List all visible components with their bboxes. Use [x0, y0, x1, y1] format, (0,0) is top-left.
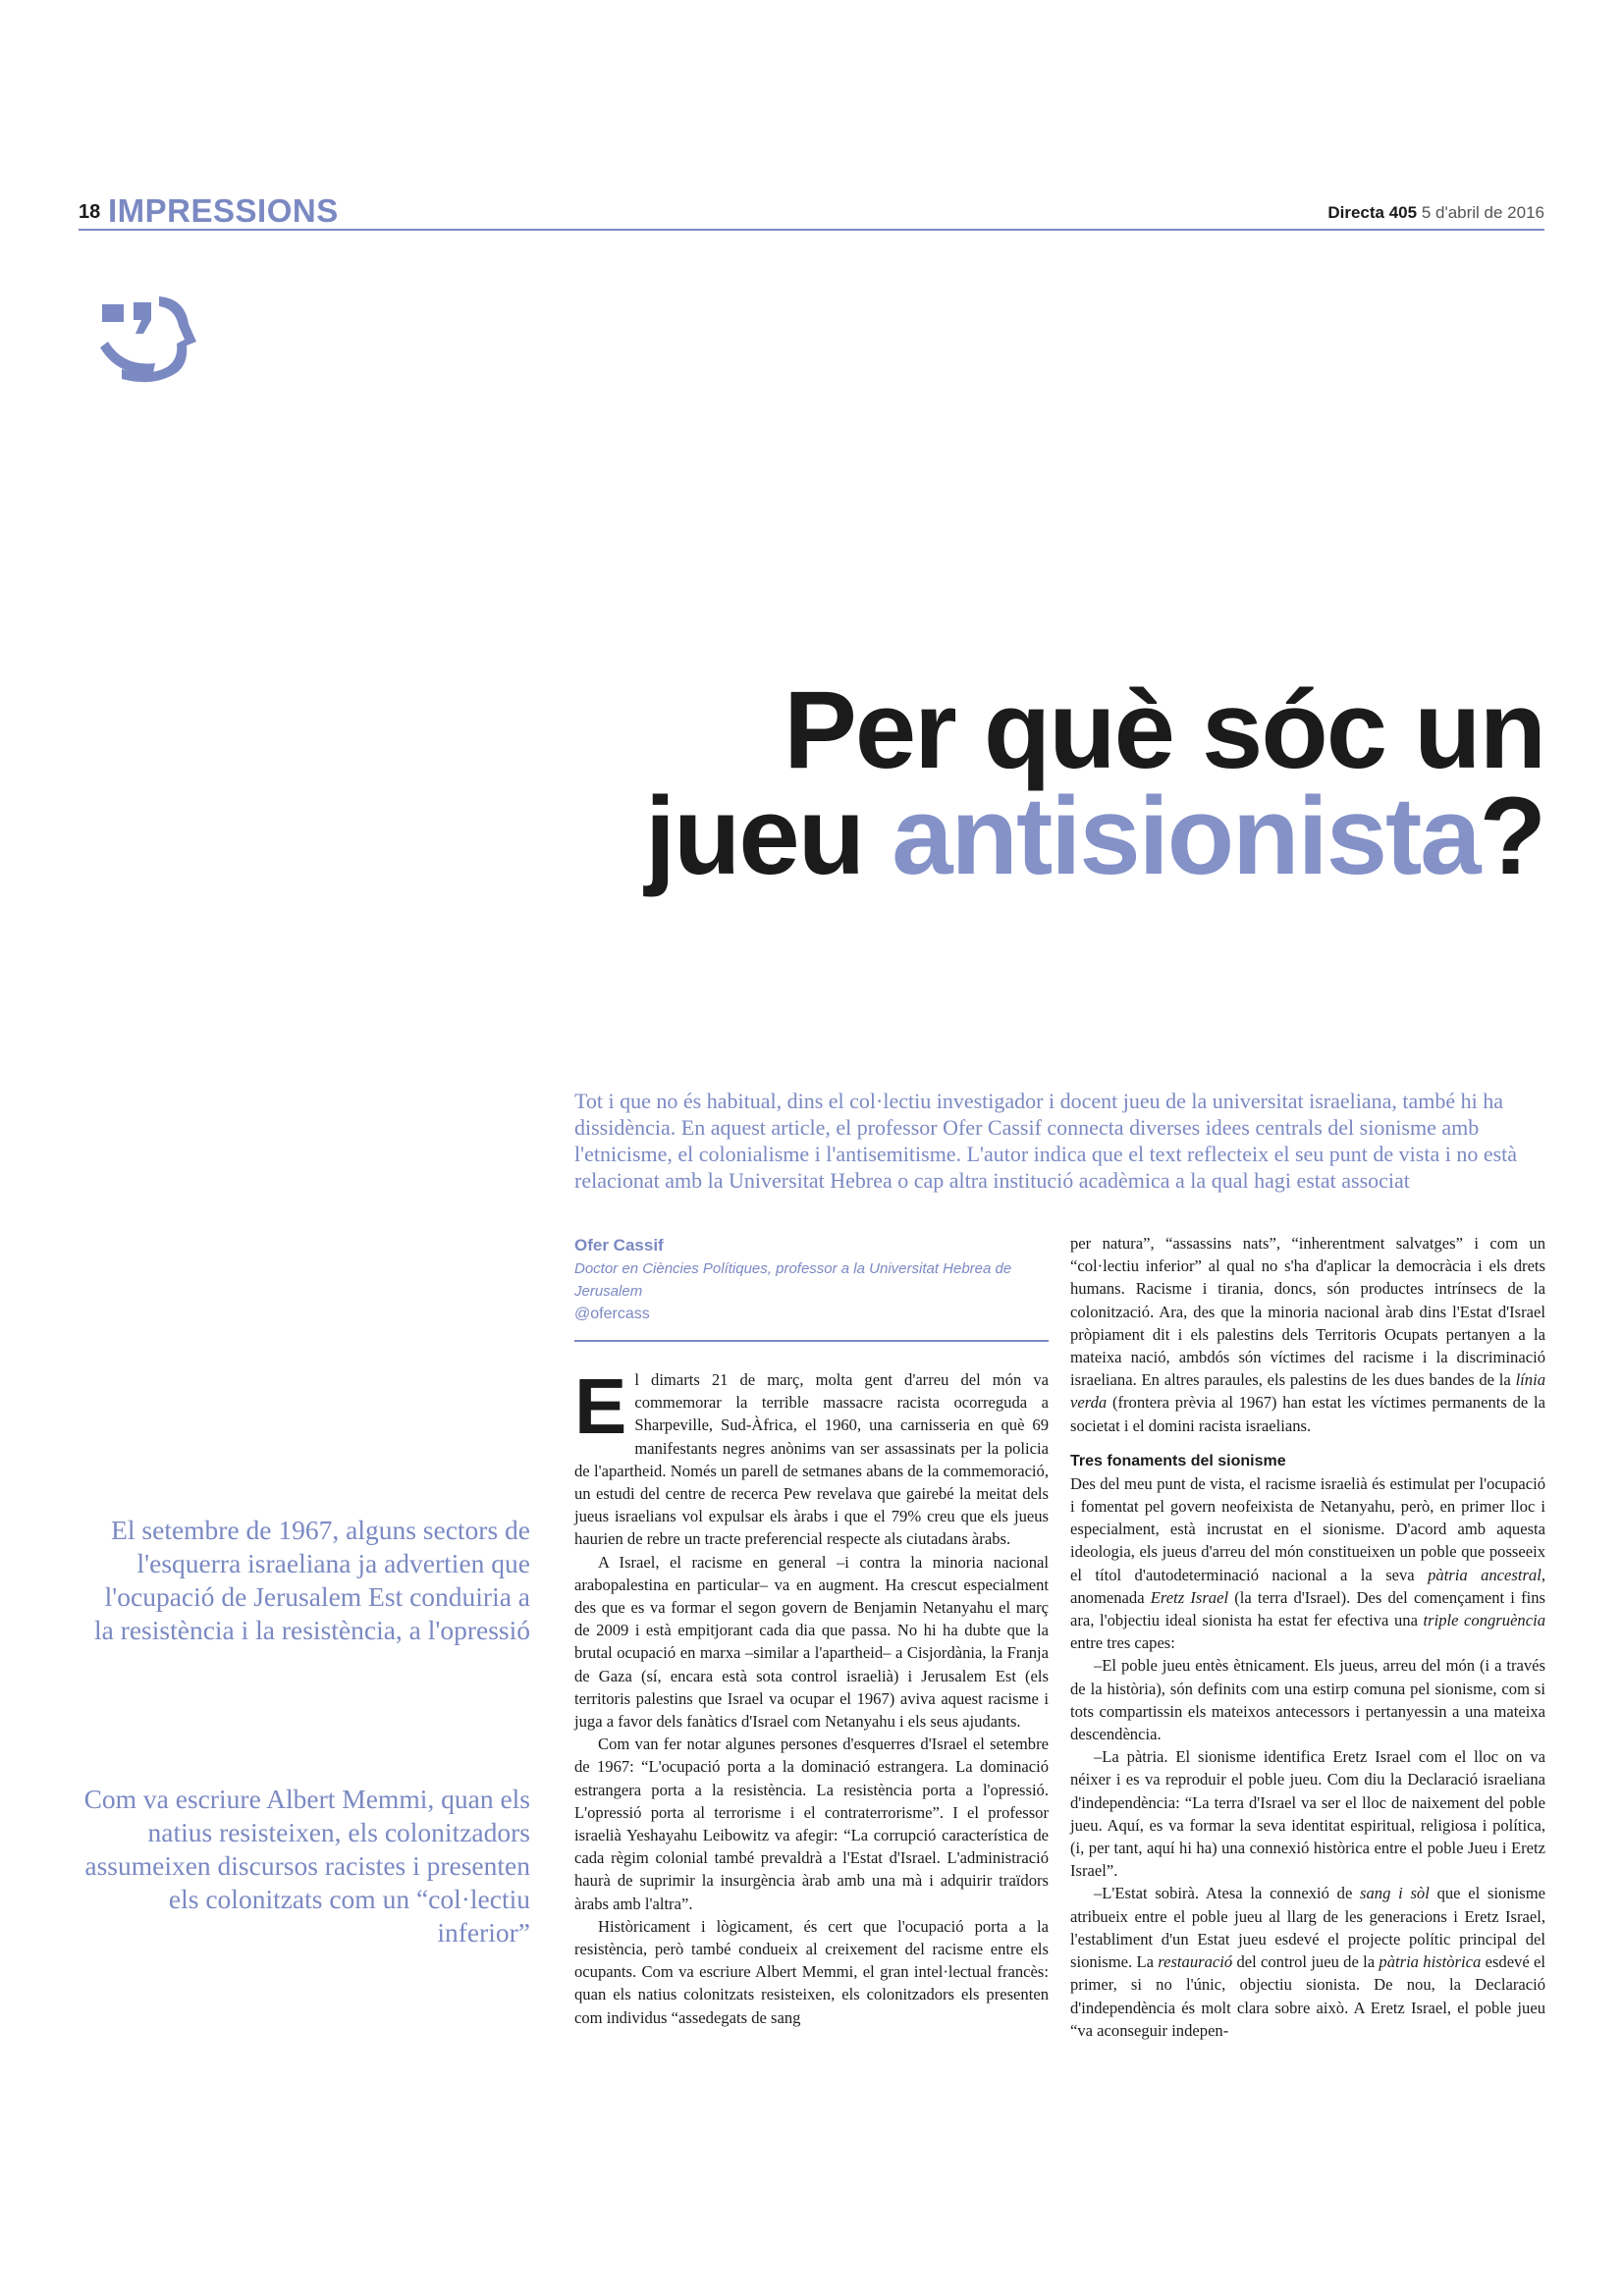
italic-term: triple congruència [1423, 1611, 1545, 1630]
paragraph-text: del control jueu de la [1232, 1952, 1380, 1972]
title-line-2 [644, 774, 1544, 897]
title-accent-word: antisionista [892, 774, 1480, 897]
paragraph-text: (frontera prèvia al 1967) han estat les víctimes permanents de la societat i el domini racista israelians. [1070, 1393, 1545, 1435]
paragraph-text: Des del meu punt de vista, el racisme israelià és estimulat per l'ocupació i fomentat pel govern neofeixista de Netanyahu, però, en primer lloc i especialment, està incrustat en el sionisme. D'acord amb aquesta ideologia, els jueus d'arreu del món constitueixen un poble que posseeix el títol d'autodeterminació nacional a la seva [1070, 1473, 1545, 1584]
article-title [644, 668, 1544, 897]
publication-name: Directa 405 [1327, 203, 1418, 222]
author-handle[interactable]: @ofercass [574, 1306, 650, 1322]
pull-quote-1: El setembre de 1967, alguns sectors de l'esquerra israeliana ja advertien que l'ocupació de Jerusalem Est conduiria a la resistència i la resistència, a l'opressió [93, 1515, 530, 1645]
title-plain-word: jueu [644, 774, 893, 897]
issue-date: 5 d'abril de 2016 [1421, 203, 1544, 222]
header-divider [79, 229, 1544, 231]
paragraph-text: esdevé el primer, si no l'únic, objectiu sionista. De nou, la Declaració d'independència és molt clara sobre això. A Eretz Israel, el poble jueu “va aconseguir indepen- [1070, 1952, 1545, 2040]
body-paragraph: Com van fer notar algunes persones d'esquerres d'Israel el setembre de 1967: “L'ocupació porta a la dominació estrangera. La dominació estrangera porta a la resistència. La resistència porta a l'opressió. L'opressió porta al terrorisme i el contraterrorisme”. I el professor israelià Yeshayahu Leibowitz va afegir: “La corrupció característica de cada règim colonial també prevaldrà a l'Estat d'Israel. L'administració haurà de suprimir la insurgència àrab amb una mà i adquirir traïdors àrabs amb l'altra”. [574, 1735, 1049, 1913]
paragraph-text: l dimarts 21 de març, molta gent d'arreu del món va commemorar la terrible massacre racista ocorreguda a Sharpeville, Sud-Àfrica, el 1960, una carnisseria en què 69 manifestants negres anònims van ser assassinats per la policia de l'apartheid. Només un parell de setmanes abans de la commemoració, un estudi del centre de recerca Pew revelava que gairebé la meitat dels jueus israelians vol expulsar els àrabs i que el 79% creu que els jueus haurien de rebre un tracte preferencial respecte als ciutadans àrabs. [574, 1370, 1049, 1549]
italic-term: sang i sòl [1360, 1884, 1430, 1903]
italic-term: pàtria ancestral [1428, 1565, 1542, 1584]
author-name: Ofer Cassif [574, 1236, 664, 1255]
section-title: IMPRESSIONS [108, 192, 339, 229]
paragraph-text: –L'Estat sobirà. Atesa la connexió de [1094, 1884, 1361, 1903]
byline [574, 1234, 1049, 1326]
byline-divider [574, 1340, 1049, 1342]
body-paragraph [1070, 1472, 1545, 1655]
italic-term: Eretz Israel [1150, 1587, 1229, 1607]
drop-cap: E [574, 1362, 627, 1450]
body-paragraph: –El poble jueu entès ètnicament. Els jueus, arreu del món (i a través de la història), són definits com una estirp comuna pel sionisme, com si tots compartissin els mateixos antecessors i pertanyessin a una mateixa descendència. [1070, 1656, 1545, 1744]
body-paragraph [1070, 1232, 1545, 1437]
body-column-2 [1070, 1232, 1545, 2042]
paragraph-text: entre tres capes: [1070, 1633, 1175, 1653]
paragraph-text: , anomenada [1070, 1565, 1545, 1607]
paragraph-text: que el sionisme atribueix entre el poble jueu al llarg de les generacions i Eretz Israel, l'establiment d'un Estat jueu esdevé el projecte polític principal del sionisme. La [1070, 1884, 1545, 1972]
issue-info [1327, 203, 1544, 223]
article-lede: Tot i que no és habitual, dins el col·lectiu investigador i docent jueu de la universitat israeliana, també hi ha dissidència. En aquest article, el professor Ofer Cassif connecta diverses idees centrals del sionisme amb l'etnicisme, el colonialisme i l'antisemitisme. L'autor indica que el text reflecteix el seu punt de vista i no està relacionat amb la Universitat Hebrea o cap altra institució acadèmica a la qual hagi estat associat [574, 1089, 1518, 1193]
paragraph-text: (la terra d'Israel). Des del començament i fins ara, l'objectiu ideal sionista ha estat fer efectiva una [1070, 1587, 1545, 1630]
body-paragraph: –La pàtria. El sionisme identifica Eretz Israel com el lloc on va néixer i es va reproduir el poble jueu. Com diu la Declaració israeliana d'independència: “La terra d'Israel va ser el lloc de naixement del poble jueu. Aquí, es va formar la seva identitat espiritual, religiosa i política, (i, per tant, aquí hi ha) una connexió històrica entre el poble Jueu i Eretz Israel”. [1070, 1747, 1545, 1881]
italic-term: línia verda [1070, 1370, 1545, 1413]
title-question-mark: ? [1479, 774, 1544, 897]
italic-term: restauració [1158, 1952, 1233, 1972]
paragraph-text: per natura”, “assassins nats”, “inherentment salvatges” i com un “col·lectiu inferior” al qual no s'ha d'aplicar la democràcia i els drets humans. Racisme i tirania, doncs, són productes intrínsecs de la colonització. Ara, des que la minoria nacional àrab dins l'Estat d'Israel pròpiament dit i els palestins dels Territoris Ocupats pertanyen a la mateixa nació, ambdós són víctimes del racisme i la discriminació israeliana. En altres paraules, els palestins de les dues bandes de la [1070, 1234, 1545, 1390]
pull-quote-2: Com va escriure Albert Memmi, quan els natius resisteixen, els colonitzadors assumeixen discursos racistes i presenten els colonitzats com un “col·lectiu inferior” [83, 1784, 530, 1948]
section-subhead: Tres fonaments del sionisme [1070, 1452, 1286, 1469]
smiling-face-icon [94, 285, 202, 402]
body-paragraph [574, 1362, 1049, 1551]
author-role: Doctor en Ciències Polítiques, professor a la Universitat Hebrea de Jerusalem [574, 1260, 1012, 1300]
body-column-1 [574, 1362, 1049, 2029]
body-paragraph [1070, 1882, 1545, 2041]
body-paragraph: Històricament i lògicament, és cert que l'ocupació porta a la resistència, però també condueix al creixement del racisme entre els ocupants. Com va escriure Albert Memmi, el gran intel·lectual francès: quan els natius colonitzats resisteixen, els colonitzadors els presenten com individus “assedegats de sang [574, 1916, 1049, 2027]
page-number: 18 [79, 201, 101, 223]
title-line-1: Per què sóc un [784, 668, 1544, 791]
body-paragraph: A Israel, el racisme en general –i contra la minoria nacional arabopalestina en particular– va en augment. Ha crescut especialment des que es va formar el segon govern de Benjamin Netanyahu el març de 2009 i està empitjorant cada dia que passa. No hi ha dubte que la brutal ocupació en marxa –similar a l'apartheid– a Cisjordània, la Franja de Gaza (sí, encara està sota control israelià) i Jerusalem Est (els territoris palestins que Israel va ocupar el 1967) aviva aquest racisme i juga a favor dels fanàtics d'Israel com Netanyahu i els seus ajudants. [574, 1552, 1049, 1732]
italic-term: pàtria històrica [1379, 1952, 1482, 1972]
